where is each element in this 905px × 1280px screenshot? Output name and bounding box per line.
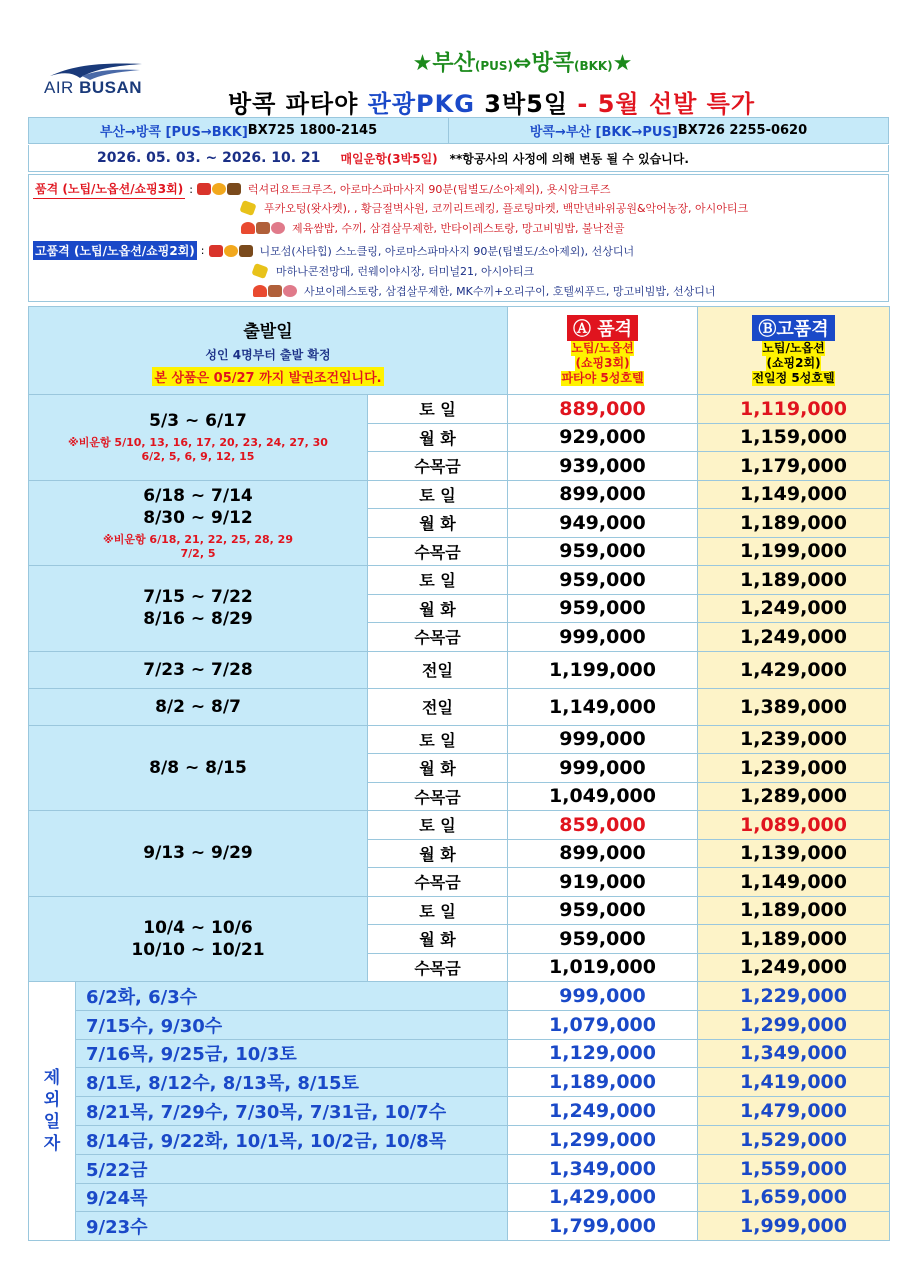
departure-date-range: 10/4 ~ 10/6	[143, 917, 253, 938]
grade-b-price: 1,389,000	[698, 688, 890, 725]
grade-b-price: 1,659,000	[698, 1183, 890, 1212]
grade-a-sights: 푸카오텅(왓사켓), , 황금절벽사원, 코끼리트레킹, 플로팅마켓, 백만년바위공원&악어농장, 아시아티크	[264, 202, 749, 215]
departure-date-range: 8/16 ~ 8/29	[143, 609, 253, 630]
boat-icon	[239, 245, 253, 257]
departure-date-cell	[29, 725, 368, 811]
destination-city: 방콕	[531, 51, 574, 76]
weekday-cell: 수목금	[368, 452, 508, 481]
departure-date-cell	[29, 566, 368, 652]
departure-date-range: 10/10 ~ 10/21	[131, 939, 265, 960]
grade-a-price: 1,079,000	[508, 1010, 698, 1039]
min-people-note: 성인 4명부터 출발 확정	[205, 348, 331, 362]
grade-a-price: 959,000	[508, 925, 698, 954]
grade-a-price: 999,000	[508, 623, 698, 652]
weekday-cell: 토 일	[368, 395, 508, 424]
meal-icon	[241, 222, 255, 234]
promo-label: - 5월 선발 특가	[577, 90, 756, 118]
meal-icon	[253, 285, 267, 297]
grade-a-price: 999,000	[508, 982, 698, 1011]
weekday-cell: 토 일	[368, 566, 508, 595]
excluded-row	[29, 1183, 890, 1212]
grade-b-tours: 니모섬(사타힙) 스노클링, 아로마스파마사지 90분(팁별도/소아제외), 선상디너	[259, 244, 635, 258]
grade-a-tours-line: 품격 (노팁/노옵션/쇼핑3회) : 럭셔리요트크루즈, 아로마스파마사지 90분(팁별도/소아제외), 욧시암크루즈	[33, 179, 610, 199]
grade-b-price: 1,429,000	[698, 651, 890, 688]
table-row	[29, 725, 890, 754]
grade-b-sub3: 전일정 5성호텔	[752, 371, 835, 385]
grade-a-tours: 럭셔리요트크루즈, 아로마스파마사지 90분(팁별도/소아제외), 욧시암크루즈	[247, 183, 611, 196]
grade-a-price: 889,000	[508, 395, 698, 424]
no-operation-dates: ※비운항 6/18, 21, 22, 25, 28, 29 7/2, 5	[103, 532, 293, 560]
no-operation-dates: ※비운항 5/10, 13, 16, 17, 20, 23, 24, 27, 30 6/2, 5, 6, 9, 12, 15	[68, 436, 328, 464]
grade-b-price: 1,189,000	[698, 509, 890, 538]
grade-b-price: 1,289,000	[698, 782, 890, 811]
grade-b-sights-line	[253, 263, 534, 279]
inbound-flight	[449, 118, 888, 143]
table-row	[29, 688, 890, 725]
excluded-date-list: 7/15수, 9/30수	[76, 1010, 508, 1039]
grade-a-price: 939,000	[508, 452, 698, 481]
grade-a-price: 1,349,000	[508, 1154, 698, 1183]
grade-b-sights: 마하나콘전망대, 런웨이야시장, 터미널21, 아시아티크	[276, 265, 535, 278]
grade-b-price: 1,089,000	[698, 811, 890, 840]
ticket-deadline-notice: 본 상품은 05/27 까지 발권조건입니다.	[152, 367, 383, 386]
grade-b-price: 1,249,000	[698, 594, 890, 623]
departure-title: 출발일	[243, 322, 293, 342]
flight-info-row	[28, 117, 889, 144]
grade-b-meals: 사보이레스토랑, 삼겹살무제한, MK수끼+오리구이, 호텔씨푸드, 망고비빔밥, 선상디너	[304, 285, 716, 298]
grade-b-title: Ⓑ고품격	[752, 315, 834, 341]
outbound-flight	[29, 118, 449, 143]
table-header-row	[29, 307, 890, 395]
outbound-flight-no: BX725 1800-2145	[247, 123, 378, 138]
grade-b-price: 1,159,000	[698, 423, 890, 452]
departure-date-range: 6/18 ~ 7/14	[143, 485, 253, 506]
grade-b-meals-line	[253, 283, 716, 299]
grade-a-price: 999,000	[508, 725, 698, 754]
grade-a-price: 1,019,000	[508, 953, 698, 982]
weekday-cell: 토 일	[368, 896, 508, 925]
departure-date-cell	[29, 688, 368, 725]
grade-a-sub3: 파타야 5성호텔	[561, 371, 644, 385]
massage-icon	[224, 245, 238, 257]
grade-b-price: 1,419,000	[698, 1068, 890, 1097]
grade-b-price: 1,249,000	[698, 953, 890, 982]
weekday-cell: 월 화	[368, 423, 508, 452]
excluded-date-list: 8/14금, 9/22화, 10/1목, 10/2금, 10/8목	[76, 1125, 508, 1154]
outbound-route: 부산→방콕 [PUS→BKK]	[99, 125, 248, 140]
grade-a-price: 959,000	[508, 566, 698, 595]
departure-date-cell	[29, 480, 368, 566]
excluded-date-list: 9/23수	[76, 1212, 508, 1241]
grade-a-title: Ⓐ 품격	[567, 315, 638, 341]
grade-b-price: 1,179,000	[698, 452, 890, 481]
excluded-row	[29, 1212, 890, 1241]
grade-a-sub1: 노팁/노옵션	[571, 341, 634, 355]
dish-icon	[283, 285, 297, 297]
excluded-row	[29, 1125, 890, 1154]
excluded-row	[29, 1039, 890, 1068]
grade-a-price: 1,129,000	[508, 1039, 698, 1068]
excluded-date-list: 8/21목, 7/29수, 7/30목, 7/31금, 10/7수	[76, 1097, 508, 1126]
weekday-cell: 수목금	[368, 782, 508, 811]
weekday-cell: 수목금	[368, 953, 508, 982]
grade-b-price: 1,199,000	[698, 537, 890, 566]
star-icon: ★	[412, 51, 433, 76]
grade-a-price: 999,000	[508, 754, 698, 783]
grade-b-price: 1,229,000	[698, 982, 890, 1011]
grade-a-label: 품격 (노팁/노옵션/쇼핑3회)	[33, 179, 185, 199]
grade-a-price: 1,299,000	[508, 1125, 698, 1154]
excluded-row	[29, 1068, 890, 1097]
cruise-icon	[209, 245, 223, 257]
grade-a-header	[508, 307, 698, 395]
inbound-route: 방콕→부산 [BKK→PUS]	[529, 125, 678, 140]
grade-b-sub1: 노팁/노옵션	[762, 341, 825, 355]
grade-a-price: 949,000	[508, 509, 698, 538]
logo-brand: BUSAN	[79, 78, 143, 97]
excluded-row	[29, 982, 890, 1011]
grade-a-price: 1,049,000	[508, 782, 698, 811]
grade-a-price: 919,000	[508, 868, 698, 897]
excluded-date-list: 6/2화, 6/3수	[76, 982, 508, 1011]
excluded-date-list: 9/24목	[76, 1183, 508, 1212]
weekday-cell: 수목금	[368, 537, 508, 566]
departure-header	[29, 307, 508, 395]
period-row	[28, 145, 889, 172]
departure-date-cell	[29, 896, 368, 982]
grade-b-price: 1,119,000	[698, 395, 890, 424]
grade-a-price: 929,000	[508, 423, 698, 452]
grade-b-header	[698, 307, 890, 395]
grade-a-price: 959,000	[508, 537, 698, 566]
grade-a-meals-line	[241, 220, 625, 236]
grade-a-meals: 제육쌈밥, 수끼, 삼겹살무제한, 반타이레스토랑, 망고비빔밥, 불낙전골	[292, 222, 625, 235]
grade-b-price: 1,249,000	[698, 623, 890, 652]
grade-a-price: 1,799,000	[508, 1212, 698, 1241]
departure-date-range: 8/30 ~ 9/12	[143, 507, 253, 528]
grade-b-price: 1,239,000	[698, 725, 890, 754]
table-row	[29, 651, 890, 688]
weekday-cell: 월 화	[368, 925, 508, 954]
itinerary-info-box	[28, 174, 889, 302]
grade-b-price: 1,239,000	[698, 754, 890, 783]
grade-a-price: 859,000	[508, 811, 698, 840]
excluded-row	[29, 1010, 890, 1039]
grade-a-price: 899,000	[508, 839, 698, 868]
table-row	[29, 811, 890, 840]
weekday-cell: 토 일	[368, 480, 508, 509]
travel-period: 2026. 05. 03. ~ 2026. 10. 21	[97, 150, 321, 166]
grade-b-price: 1,189,000	[698, 925, 890, 954]
departure-date-range: 8/8 ~ 8/15	[149, 757, 247, 778]
star-icon: ★	[612, 51, 633, 76]
excluded-row	[29, 1097, 890, 1126]
sightseeing-icon	[251, 263, 268, 279]
departure-date-cell	[29, 395, 368, 481]
package-title	[228, 84, 755, 119]
food-icon	[256, 222, 270, 234]
daily-operation: 매일운항(3박5일)	[340, 151, 438, 166]
grade-b-price: 1,999,000	[698, 1212, 890, 1241]
grade-b-price: 1,529,000	[698, 1125, 890, 1154]
departure-date-range: 7/15 ~ 7/22	[143, 587, 253, 608]
excluded-date-list: 5/22금	[76, 1154, 508, 1183]
excluded-dates-label: 제 외 일 자	[29, 982, 76, 1241]
departure-date-range: 8/2 ~ 8/7	[155, 696, 241, 717]
origin-city: 부산	[432, 51, 475, 76]
grade-a-price: 1,199,000	[508, 651, 698, 688]
price-table	[28, 306, 890, 1241]
weekday-cell: 수목금	[368, 623, 508, 652]
dish-icon	[271, 222, 285, 234]
roundtrip-arrow-icon: ⇔	[513, 51, 532, 76]
change-notice: **항공사의 사정에 의해 변동 될 수 있습니다.	[449, 151, 689, 166]
sightseeing-icon	[239, 200, 256, 216]
table-row	[29, 480, 890, 509]
grade-a-price: 1,429,000	[508, 1183, 698, 1212]
grade-b-price: 1,189,000	[698, 896, 890, 925]
grade-a-price: 899,000	[508, 480, 698, 509]
package-type: 관광PKG	[367, 90, 475, 118]
departure-date-cell	[29, 811, 368, 897]
grade-b-tours-line: 고품격 (노팁/노옵션/쇼핑2회) : 니모섬(사타힙) 스노클링, 아로마스파마사지 90분(팁별도/소아제외), 선상디너	[33, 241, 634, 260]
departure-date-cell	[29, 651, 368, 688]
weekday-cell: 전일	[368, 651, 508, 688]
cruise-icon	[197, 183, 211, 195]
grade-b-price: 1,149,000	[698, 480, 890, 509]
excluded-row	[29, 1154, 890, 1183]
massage-icon	[212, 183, 226, 195]
grade-a-price: 959,000	[508, 896, 698, 925]
logo-prefix: AIR	[44, 78, 74, 97]
grade-a-price: 959,000	[508, 594, 698, 623]
weekday-cell: 토 일	[368, 811, 508, 840]
table-row	[29, 395, 890, 424]
package-duration: 3박5일	[474, 90, 578, 118]
weekday-cell: 월 화	[368, 594, 508, 623]
grade-b-label: 고품격 (노팁/노옵션/쇼핑2회)	[33, 241, 197, 260]
grade-b-price: 1,149,000	[698, 868, 890, 897]
table-row	[29, 896, 890, 925]
origin-code: (PUS)	[474, 59, 513, 73]
weekday-cell: 월 화	[368, 754, 508, 783]
departure-date-range: 7/23 ~ 7/28	[143, 659, 253, 680]
weekday-cell: 월 화	[368, 509, 508, 538]
grade-b-price: 1,189,000	[698, 566, 890, 595]
food-icon	[268, 285, 282, 297]
departure-date-range: 9/13 ~ 9/29	[143, 843, 253, 864]
boat-icon	[227, 183, 241, 195]
route-title	[0, 46, 905, 77]
grade-a-sub2: (쇼핑3회)	[575, 356, 630, 370]
logo-text	[44, 78, 142, 98]
grade-b-price: 1,299,000	[698, 1010, 890, 1039]
grade-b-price: 1,139,000	[698, 839, 890, 868]
table-row	[29, 566, 890, 595]
grade-b-sub2: (쇼핑2회)	[766, 356, 821, 370]
grade-b-price: 1,349,000	[698, 1039, 890, 1068]
grade-a-price: 1,189,000	[508, 1068, 698, 1097]
excluded-date-list: 8/1토, 8/12수, 8/13목, 8/15토	[76, 1068, 508, 1097]
grade-a-price: 1,249,000	[508, 1097, 698, 1126]
grade-a-sights-line	[241, 200, 748, 216]
destination-code: (BKK)	[573, 59, 613, 73]
weekday-cell: 수목금	[368, 868, 508, 897]
package-title-part: 방콕 파타야	[228, 90, 368, 118]
weekday-cell: 토 일	[368, 725, 508, 754]
weekday-cell: 전일	[368, 688, 508, 725]
grade-b-price: 1,559,000	[698, 1154, 890, 1183]
departure-date-range: 5/3 ~ 6/17	[149, 411, 247, 432]
grade-a-price: 1,149,000	[508, 688, 698, 725]
grade-b-price: 1,479,000	[698, 1097, 890, 1126]
inbound-flight-no: BX726 2255-0620	[677, 123, 808, 138]
weekday-cell: 월 화	[368, 839, 508, 868]
excluded-date-list: 7/16목, 9/25금, 10/3토	[76, 1039, 508, 1068]
